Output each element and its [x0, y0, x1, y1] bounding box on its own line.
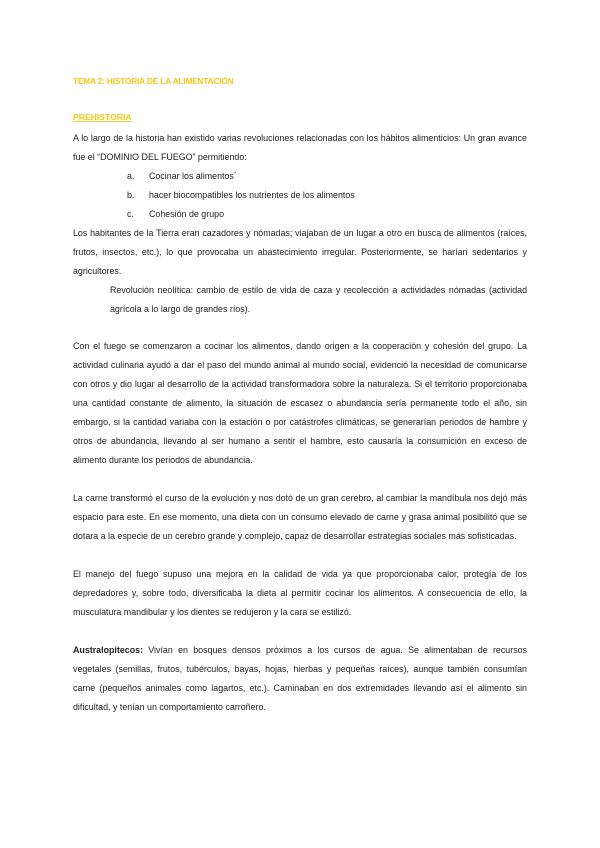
list-item-text: Cohesión de grupo	[149, 209, 224, 219]
list-item-text: hacer biocompatibles los nutrientes de los alimentos	[149, 190, 355, 200]
list-item	[127, 186, 527, 205]
intro-paragraph: A lo largo de la historia han existido varias revoluciones relacionadas con los hábitos alimenticios: Un gran avance fue el “DOMINIO DEL FUEGO” permitiendo:	[73, 133, 527, 162]
fire-benefits-list	[73, 167, 527, 224]
list-marker: c.	[127, 209, 134, 219]
neolitica-paragraph: Revolución neolítica: cambio de estilo de vida de caza y recolección a actividades nómadas (actividad agrícola a lo largo de grandes ríos).	[110, 285, 527, 314]
list-item-text: Cocinar los alimentos´	[149, 171, 237, 181]
list-marker: b.	[127, 190, 135, 200]
carne-paragraph: La carne transformó el curso de la evolución y nos dotó de un gran cerebro, al cambiar la mandíbula nos dejó más espacio para este. En ese momento, una dieta con un consumo elevado de carne y grasa animal posibilitó que se dotara a la especie de un cerebro grande y complejo, capaz de desarrollar estrategias sociales más sofisticadas.	[73, 493, 527, 541]
list-item	[127, 205, 527, 224]
habitantes-paragraph: Los habitantes de la Tierra eran cazadores y nómadas; viajaban de un lugar a otro en busca de alimentos (raíces, frutos, insectos, etc.), lo que provocaba un abastecimiento irregular. Posteriormente, se harían sedentarios y agricultores.	[73, 228, 527, 276]
list-item	[127, 167, 527, 186]
section-heading-prehistoria: PREHISTORIA	[73, 112, 132, 122]
list-marker: a.	[127, 171, 135, 181]
australopitecos-term: Australopitecos:	[73, 645, 144, 655]
document-title: TEMA 2: HISTORIA DE LA ALIMENTACIÓN	[73, 77, 234, 86]
fuego-paragraph: Con el fuego se comenzaron a cocinar los alimentos, dando origen a la cooperación y cohesión del grupo. La actividad culinaria ayudó a dar el paso del mundo animal al mundo social, evidenció la necesidad de comunicarse con otros y dio lugar al desarrollo de la actividad transformadora sobre la naturaleza. Si el territorio proporcionaba una cantidad constante de alimento, la situación de escasez o abundancia sería permanente todo el año, sin embargo, si la cantidad variaba con la estación o por catástrofes climáticas, se generarían periodos de hambre y otros de abundancia, llevando al ser humano a sentir el hambre, esto causaría la consumición en exceso de alimento durante los periodos de abundancia.	[73, 341, 527, 465]
manejo-paragraph: El manejo del fuego supuso una mejora en la calidad de vida ya que proporcionaba calor, protegía de los depredadores y, sobre todo, diversificaba la dieta al permitir cocinar los alimentos. A consecuencia de ello, la musculatura mandibular y los dientes se redujeron y la cara se estilizó.	[73, 569, 527, 617]
australopitecos-text: Vivían en bosques densos próximos a los cursos de agua. Se alimentaban de recursos vegetales (semillas, frutos, tubérculos, bayas, hojas, hierbas y pequeñas raíces), aunque también consumían carne (pequeños animales como lagartos, etc.). Caminaban en dos extremidades llevando así el alimento sin dificultad, y tenían un comportamiento carroñero.	[73, 645, 527, 712]
australopitecos-paragraph	[73, 641, 527, 717]
